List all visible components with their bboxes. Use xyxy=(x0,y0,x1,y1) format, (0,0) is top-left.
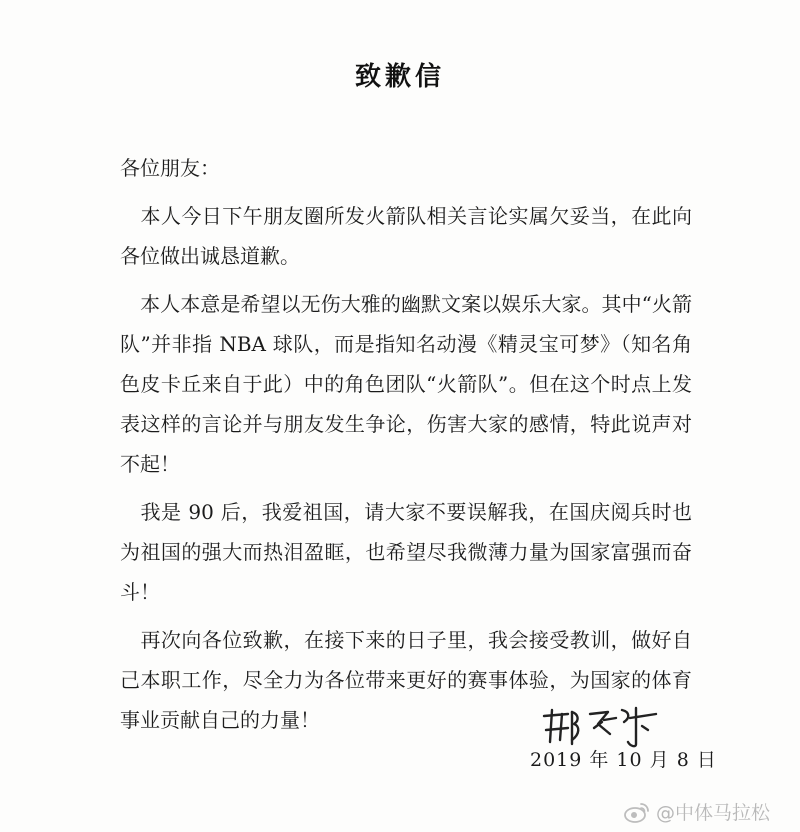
source-watermark xyxy=(624,798,770,825)
paragraph-text: 本人今日下午朋友圈所发火箭队相关言论实属欠妥当，在此向各位做出诚恳道歉。 xyxy=(120,204,692,268)
letter-body xyxy=(120,148,692,748)
letter-paragraph xyxy=(120,492,692,612)
letter-greeting: 各位朋友： xyxy=(120,156,220,180)
letter-title: 致歉信 xyxy=(354,62,445,92)
weibo-icon xyxy=(624,801,650,823)
watermark-text: @中体马拉松 xyxy=(655,802,770,824)
paragraph-text: 本人本意是希望以无伤大雅的幽默文案以娱乐大家。其中“火箭队”并非指 NBA 球队，而是指知名动漫《精灵宝可梦》（知名角色皮卡丘来自于此）中的角色团队“火箭队”。但在这个时点上发表这样的言论并与朋友发生争论，伤害大家的感情，特此说声对不起！ xyxy=(120,292,692,476)
handwritten-signature xyxy=(538,700,668,750)
letter-paragraph xyxy=(120,284,692,484)
letter-date: 2019 年 10 月 8 日 xyxy=(530,749,717,771)
paragraph-text: 我是 90 后，我爱祖国，请大家不要误解我，在国庆阅兵时也为祖国的强大而热泪盈眶，也希望尽我微薄力量为国家富强而奋斗！ xyxy=(120,500,692,604)
letter-paragraph xyxy=(120,196,692,276)
paragraph-text: 再次向各位致歉，在接下来的日子里，我会接受教训，做好自己本职工作，尽全力为各位带来更好的赛事体验，为国家的体育事业贡献自己的力量！ xyxy=(120,628,692,732)
